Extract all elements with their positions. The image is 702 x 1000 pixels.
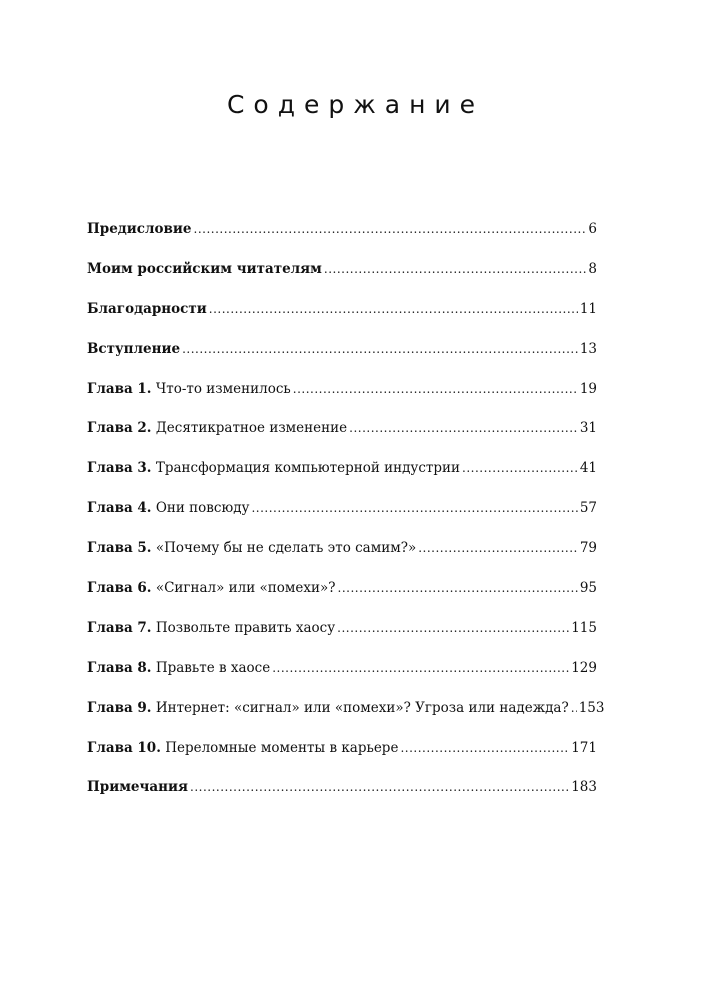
toc-page-number: 57 — [579, 500, 597, 517]
toc-chapter-number: Глава 9. — [87, 699, 152, 716]
toc-page-number: 129 — [571, 659, 597, 676]
dot-leader — [338, 578, 578, 598]
toc-entry — [87, 738, 597, 778]
toc-page-number: 95 — [579, 580, 597, 597]
toc-entry — [87, 299, 597, 339]
toc-entry-label — [87, 299, 207, 319]
dot-leader — [209, 299, 578, 319]
toc-entry-label — [87, 618, 335, 638]
dot-leader — [400, 738, 569, 758]
toc-page-number: 19 — [579, 380, 597, 397]
toc-entry-title: Они повсюду — [155, 500, 250, 517]
dot-leader — [272, 658, 569, 678]
toc-entry — [87, 698, 605, 738]
dot-leader — [293, 379, 578, 399]
toc-chapter-number: Глава 1. — [87, 380, 152, 397]
dot-leader — [418, 538, 578, 558]
toc-entry-title: Благодарности — [87, 300, 207, 317]
dot-leader — [251, 498, 577, 518]
toc-entry — [87, 259, 597, 299]
toc-entry-label — [87, 379, 291, 399]
toc-entry-label — [87, 458, 460, 478]
toc-entry — [87, 219, 597, 259]
toc-entry — [87, 777, 597, 817]
toc-entry-title: «Сигнал» или «помехи»? — [155, 580, 336, 597]
toc-page-number: 153 — [578, 699, 605, 716]
toc-entry-title: Примечания — [87, 779, 189, 796]
dot-leader — [462, 458, 578, 478]
toc-entry — [87, 458, 597, 498]
toc-entry — [87, 418, 597, 458]
toc-entry-title: Позвольте править хаосу — [155, 619, 336, 636]
toc-page-number: 11 — [579, 300, 597, 317]
toc-chapter-number: Глава 4. — [87, 500, 152, 517]
toc-entry-title: Вступление — [87, 340, 181, 357]
toc-chapter-number: Глава 2. — [87, 420, 152, 437]
toc-chapter-number: Глава 5. — [87, 540, 152, 557]
toc-entry-label — [87, 578, 336, 598]
dot-leader — [324, 259, 587, 279]
toc-entry-title: Переломные моменты в карьере — [165, 739, 399, 756]
toc-page-number: 8 — [588, 260, 597, 277]
toc-entry — [87, 618, 597, 658]
toc-entry-label — [87, 339, 180, 359]
toc-chapter-number: Глава 7. — [87, 619, 152, 636]
toc-entry-title: Десятикратное изменение — [155, 420, 348, 437]
toc-entry-label — [87, 738, 398, 758]
toc-entry-label — [87, 259, 322, 279]
toc-entry — [87, 379, 597, 419]
dot-leader — [349, 418, 578, 438]
toc-page-number: 115 — [571, 619, 597, 636]
toc-entry — [87, 538, 597, 578]
toc-entry-label — [87, 219, 192, 239]
dot-leader — [182, 339, 578, 359]
toc-entry — [87, 658, 597, 698]
toc-entry-label — [87, 418, 347, 438]
toc-page-number: 6 — [588, 221, 597, 237]
toc-entry — [87, 498, 597, 538]
toc-entry-title: Предисловие — [87, 221, 192, 237]
table-of-contents — [87, 219, 605, 817]
toc-page-number: 183 — [571, 779, 597, 796]
page-title: Содержание — [226, 90, 485, 119]
toc-entry-title: Правьте в хаосе — [155, 659, 271, 676]
toc-entry — [87, 339, 597, 379]
toc-entry-label — [87, 658, 270, 678]
toc-entry-title: Трансформация компьютерной индустрии — [155, 460, 461, 477]
dot-leader — [190, 777, 569, 797]
toc-page-number: 79 — [579, 540, 597, 557]
toc-entry-label — [87, 698, 569, 718]
dot-leader — [571, 698, 577, 718]
toc-entry-title: Моим российским читателям — [87, 260, 322, 277]
dot-leader — [194, 219, 587, 239]
toc-entry-label — [87, 498, 249, 518]
toc-entry-title: «Почему бы не сделать это самим?» — [155, 540, 417, 557]
toc-chapter-number: Глава 6. — [87, 580, 152, 597]
toc-entry-label — [87, 538, 416, 558]
toc-entry — [87, 578, 597, 618]
toc-entry-title: Интернет: «сигнал» или «помехи»? Угроза или надежда? — [155, 699, 569, 716]
toc-chapter-number: Глава 8. — [87, 659, 152, 676]
toc-page-number: 41 — [579, 460, 597, 477]
toc-page-number: 31 — [579, 420, 597, 437]
toc-chapter-number: Глава 10. — [87, 739, 161, 756]
toc-entry-label — [87, 777, 188, 797]
toc-chapter-number: Глава 3. — [87, 460, 152, 477]
dot-leader — [337, 618, 569, 638]
toc-page-number: 171 — [571, 739, 597, 756]
toc-page-number: 13 — [579, 340, 597, 357]
toc-entry-title: Что-то изменилось — [155, 380, 291, 397]
